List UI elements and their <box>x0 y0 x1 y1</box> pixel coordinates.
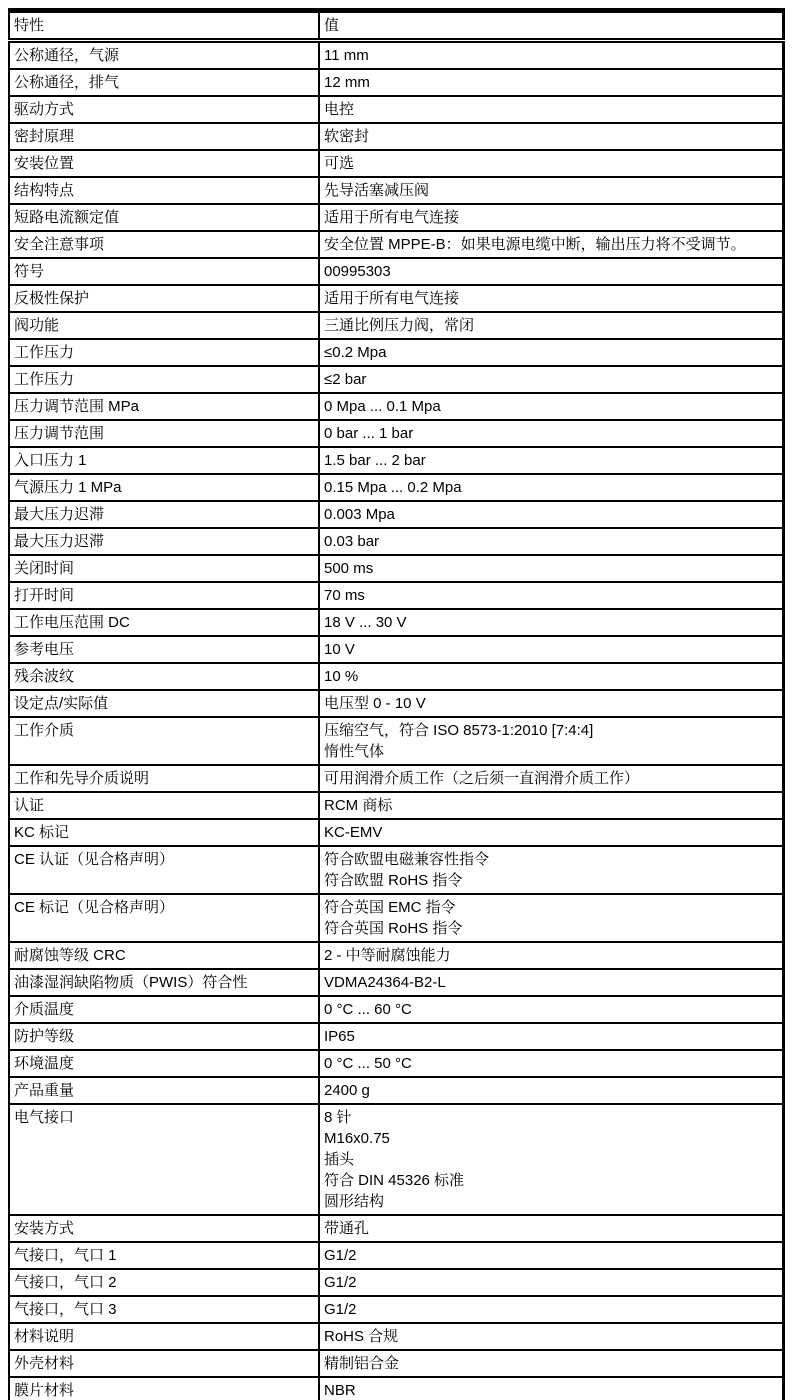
table-row <box>9 1242 783 1269</box>
table-row <box>9 582 783 609</box>
header-value-cell: 值 <box>319 11 783 41</box>
value-line: IP65 <box>324 1028 355 1045</box>
value-cell <box>319 969 783 996</box>
value-line: 0.03 bar <box>324 533 380 550</box>
property-cell: 环境温度 <box>9 1050 319 1077</box>
table-row <box>9 231 783 258</box>
property-cell: 最大压力迟滞 <box>9 528 319 555</box>
property-cell: 驱动方式 <box>9 96 319 123</box>
property-cell: 安全注意事项 <box>9 231 319 258</box>
table-row <box>9 96 783 123</box>
table-row <box>9 204 783 231</box>
property-cell: 工作介质 <box>9 717 319 765</box>
value-cell <box>319 177 783 204</box>
property-cell: 密封原理 <box>9 123 319 150</box>
property-cell: 产品重量 <box>9 1077 319 1104</box>
value-cell <box>319 393 783 420</box>
table-row <box>9 1296 783 1323</box>
value-line: 符合欧盟电磁兼容性指令 <box>324 851 490 868</box>
value-line: ≤0.2 Mpa <box>324 344 387 361</box>
value-line: 符合欧盟 RoHS 指令 <box>324 872 463 889</box>
value-cell <box>319 1242 783 1269</box>
value-cell <box>319 846 783 894</box>
property-cell: 符号 <box>9 258 319 285</box>
table-row <box>9 609 783 636</box>
property-cell: 打开时间 <box>9 582 319 609</box>
table-row <box>9 1023 783 1050</box>
property-cell: 气接口，气口 1 <box>9 1242 319 1269</box>
spec-table-body <box>9 41 783 1400</box>
value-line: 8 针 <box>324 1109 352 1126</box>
table-row <box>9 846 783 894</box>
table-row <box>9 258 783 285</box>
value-cell <box>319 636 783 663</box>
value-cell <box>319 1350 783 1377</box>
value-cell <box>319 942 783 969</box>
value-cell <box>319 690 783 717</box>
table-row <box>9 285 783 312</box>
property-cell: 气源压力 1 MPa <box>9 474 319 501</box>
property-cell: 外壳材料 <box>9 1350 319 1377</box>
value-line: 压缩空气，符合 ISO 8573-1:2010 [7:4:4] <box>324 722 594 739</box>
value-line: 先导活塞减压阀 <box>324 182 430 199</box>
value-line: 适用于所有电气连接 <box>324 209 460 226</box>
property-cell: 工作电压范围 DC <box>9 609 319 636</box>
value-cell <box>319 447 783 474</box>
property-cell: 关闭时间 <box>9 555 319 582</box>
value-cell <box>319 528 783 555</box>
property-cell: 材料说明 <box>9 1323 319 1350</box>
property-cell: 压力调节范围 <box>9 420 319 447</box>
value-line: 圆形结构 <box>324 1193 385 1210</box>
value-cell <box>319 717 783 765</box>
value-line: 安全位置 MPPE-B：如果电源电缆中断，输出压力将不受调节。 <box>324 236 746 253</box>
value-cell <box>319 1104 783 1215</box>
table-row <box>9 690 783 717</box>
table-row <box>9 501 783 528</box>
property-cell: 最大压力迟滞 <box>9 501 319 528</box>
value-cell <box>319 1296 783 1323</box>
table-row <box>9 1377 783 1400</box>
value-cell <box>319 339 783 366</box>
table-row <box>9 555 783 582</box>
value-line: 500 ms <box>324 560 374 577</box>
table-row <box>9 1269 783 1296</box>
table-row <box>9 41 783 70</box>
value-line: 符合英国 RoHS 指令 <box>324 920 463 937</box>
value-cell <box>319 582 783 609</box>
value-cell <box>319 555 783 582</box>
spec-table <box>8 8 785 1400</box>
property-cell: 设定点/实际值 <box>9 690 319 717</box>
value-line: 11 mm <box>324 47 369 64</box>
property-cell: KC 标记 <box>9 819 319 846</box>
property-cell: 公称通径，气源 <box>9 41 319 70</box>
value-cell <box>319 819 783 846</box>
value-cell <box>319 258 783 285</box>
value-cell <box>319 41 783 70</box>
value-line: 电压型 0 - 10 V <box>324 695 426 712</box>
value-cell <box>319 474 783 501</box>
table-row <box>9 663 783 690</box>
value-cell <box>319 366 783 393</box>
value-line: 0 °C ... 60 °C <box>324 1001 412 1018</box>
value-cell <box>319 501 783 528</box>
value-line: 2 - 中等耐腐蚀能力 <box>324 947 451 964</box>
value-line: 0 bar ... 1 bar <box>324 425 414 442</box>
value-line: 可用润滑介质工作（之后须一直润滑介质工作） <box>324 770 640 787</box>
header-property-cell: 特性 <box>9 11 319 41</box>
value-line: 带通孔 <box>324 1220 370 1237</box>
table-row <box>9 717 783 765</box>
table-row <box>9 1104 783 1215</box>
value-cell <box>319 765 783 792</box>
value-line: G1/2 <box>324 1247 357 1264</box>
table-row <box>9 636 783 663</box>
table-row <box>9 69 783 96</box>
property-cell: 入口压力 1 <box>9 447 319 474</box>
property-cell: 安装方式 <box>9 1215 319 1242</box>
value-line: VDMA24364-B2-L <box>324 974 446 991</box>
table-row <box>9 1050 783 1077</box>
value-line: 0 °C ... 50 °C <box>324 1055 412 1072</box>
table-row <box>9 312 783 339</box>
property-cell: 短路电流额定值 <box>9 204 319 231</box>
table-row <box>9 150 783 177</box>
property-cell: 气接口，气口 2 <box>9 1269 319 1296</box>
value-line: 符合英国 EMC 指令 <box>324 899 456 916</box>
value-cell <box>319 1050 783 1077</box>
value-line: 电控 <box>324 101 355 118</box>
value-line: RoHS 合规 <box>324 1328 399 1345</box>
value-line: 三通比例压力阀，常闭 <box>324 317 475 334</box>
value-cell <box>319 285 783 312</box>
property-cell: 认证 <box>9 792 319 819</box>
value-line: 0.003 Mpa <box>324 506 395 523</box>
value-cell <box>319 894 783 942</box>
table-row <box>9 393 783 420</box>
property-cell: 反极性保护 <box>9 285 319 312</box>
value-line: 12 mm <box>324 74 370 91</box>
value-line: 精制铝合金 <box>324 1355 400 1372</box>
value-line: 00995303 <box>324 263 391 280</box>
table-row <box>9 792 783 819</box>
property-cell: 公称通径，排气 <box>9 69 319 96</box>
value-cell <box>319 312 783 339</box>
property-cell: 工作和先导介质说明 <box>9 765 319 792</box>
value-line: 18 V ... 30 V <box>324 614 407 631</box>
value-cell <box>319 231 783 258</box>
table-row <box>9 894 783 942</box>
value-line: 惰性气体 <box>324 743 385 760</box>
value-cell <box>319 96 783 123</box>
table-row <box>9 969 783 996</box>
property-cell: 膜片材料 <box>9 1377 319 1400</box>
value-line: 2400 g <box>324 1082 370 1099</box>
value-line: ≤2 bar <box>324 371 367 388</box>
value-line: 软密封 <box>324 128 370 145</box>
value-line: KC-EMV <box>324 824 383 841</box>
property-cell: 气接口，气口 3 <box>9 1296 319 1323</box>
table-row <box>9 177 783 204</box>
table-row <box>9 420 783 447</box>
value-line: RCM 商标 <box>324 797 393 814</box>
table-row <box>9 1350 783 1377</box>
value-line: NBR <box>324 1382 356 1399</box>
table-row <box>9 339 783 366</box>
property-cell: 参考电压 <box>9 636 319 663</box>
property-cell: 结构特点 <box>9 177 319 204</box>
property-cell: 电气接口 <box>9 1104 319 1215</box>
property-cell: 工作压力 <box>9 366 319 393</box>
value-cell <box>319 1323 783 1350</box>
value-cell <box>319 663 783 690</box>
table-row <box>9 1077 783 1104</box>
property-cell: 残余波纹 <box>9 663 319 690</box>
value-line: 插头 <box>324 1151 355 1168</box>
table-row <box>9 123 783 150</box>
table-row <box>9 765 783 792</box>
value-line: 70 ms <box>324 587 365 604</box>
property-cell: 油漆湿润缺陷物质（PWIS）符合性 <box>9 969 319 996</box>
value-line: 适用于所有电气连接 <box>324 290 460 307</box>
value-cell <box>319 69 783 96</box>
value-cell <box>319 609 783 636</box>
value-line: 0.15 Mpa ... 0.2 Mpa <box>324 479 462 496</box>
value-line: 10 % <box>324 668 359 685</box>
value-line: M16x0.75 <box>324 1130 390 1147</box>
property-cell: CE 认证（见合格声明） <box>9 846 319 894</box>
property-cell: 耐腐蚀等级 CRC <box>9 942 319 969</box>
value-cell <box>319 204 783 231</box>
table-row <box>9 819 783 846</box>
value-cell <box>319 420 783 447</box>
table-row <box>9 942 783 969</box>
header-row <box>9 11 783 41</box>
value-cell <box>319 1215 783 1242</box>
value-cell <box>319 792 783 819</box>
value-cell <box>319 1377 783 1400</box>
value-line: G1/2 <box>324 1301 357 1318</box>
property-cell: CE 标记（见合格声明） <box>9 894 319 942</box>
value-line: 符合 DIN 45326 标准 <box>324 1172 465 1189</box>
table-row <box>9 366 783 393</box>
spec-table-header <box>9 11 783 41</box>
property-cell: 工作压力 <box>9 339 319 366</box>
property-cell: 压力调节范围 MPa <box>9 393 319 420</box>
value-cell <box>319 150 783 177</box>
value-line: 可选 <box>324 155 355 172</box>
property-cell: 安装位置 <box>9 150 319 177</box>
table-row <box>9 528 783 555</box>
table-row <box>9 1323 783 1350</box>
value-line: 10 V <box>324 641 355 658</box>
value-line: 1.5 bar ... 2 bar <box>324 452 426 469</box>
value-cell <box>319 123 783 150</box>
property-cell: 防护等级 <box>9 1023 319 1050</box>
value-line: 0 Mpa ... 0.1 Mpa <box>324 398 441 415</box>
value-cell <box>319 1023 783 1050</box>
value-cell <box>319 1269 783 1296</box>
table-row <box>9 996 783 1023</box>
value-cell <box>319 1077 783 1104</box>
value-cell <box>319 996 783 1023</box>
table-row <box>9 474 783 501</box>
table-row <box>9 1215 783 1242</box>
table-row <box>9 447 783 474</box>
property-cell: 阀功能 <box>9 312 319 339</box>
property-cell: 介质温度 <box>9 996 319 1023</box>
value-line: G1/2 <box>324 1274 357 1291</box>
